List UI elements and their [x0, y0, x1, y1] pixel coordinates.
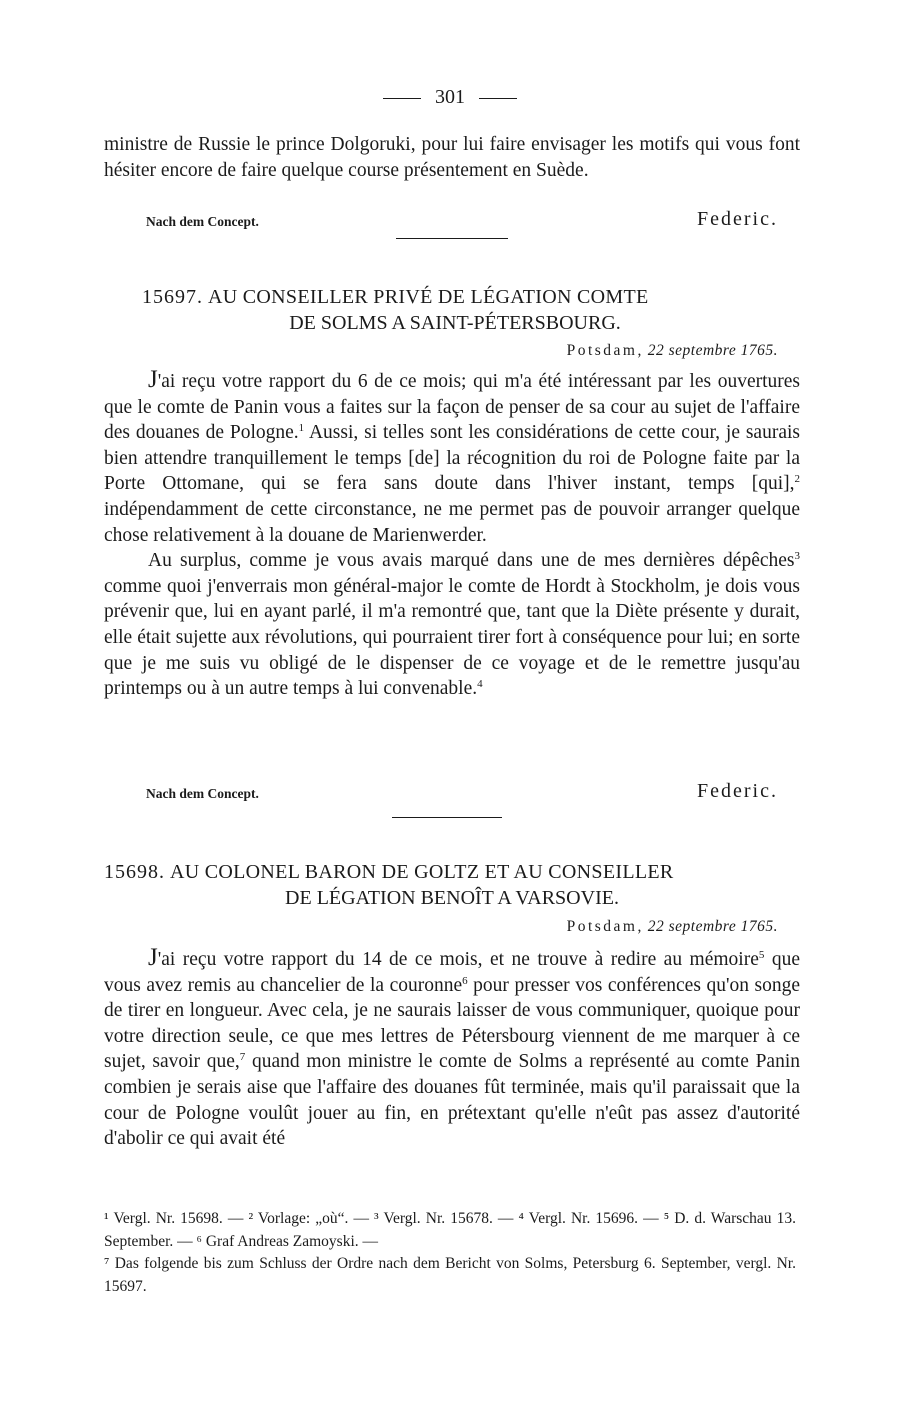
paragraph-text: pour presser vos conférences qu'on songe de tirer en longueur. Avec cela, je ne saurais laisser de vous communiquer, quoique pour votre direction seule, ce que mes lettres de Pétersbourg viennent de me marquer à ce sujet, savoir que,: [104, 974, 800, 1073]
letter-title-line2: DE SOLMS A SAINT-PÉTERSBOURG.: [289, 312, 621, 334]
letter-heading-15697: [142, 284, 768, 336]
paragraph-text: 'ai reçu votre rapport du 14 de ce mois, et ne trouve à redire au mémoire: [157, 949, 759, 970]
footnote-ref: 7: [239, 1051, 246, 1064]
page-number: 301: [435, 86, 465, 108]
dateline-place: Potsdam,: [566, 918, 644, 935]
paragraph-text: indépendamment de cette circonstance, ne me permet pas de pouvoir arranger quelque chose relativement à la douane de Marienwerder.: [104, 498, 800, 546]
letter-title-line1: AU CONSEILLER PRIVÉ DE LÉGATION COMTE: [208, 286, 649, 308]
paragraph-text: Aussi, si telles sont les considérations de cette cour, je saurais bien attendre tranquillement le temps [de] la récognition du roi de Pologne faite par la Porte Ottomane, qui se fera sans doute dans l'hiver instant, temps [qui],: [104, 422, 800, 495]
footnote-ref: 1: [298, 422, 305, 435]
footnote-ref: 4: [477, 678, 483, 691]
footnotes: [104, 1208, 796, 1298]
header-dash-left: [383, 98, 421, 99]
letter-paragraph-1: [104, 367, 800, 548]
footnote-line-1: ¹ Vergl. Nr. 15698. — ² Vorlage: „où“. — ³ Vergl. Nr. 15678. — ⁴ Vergl. Nr. 15696. — ⁵ D. d. Warschau 13. September. — ⁶ Graf Andreas Zamoyski. —: [104, 1210, 796, 1250]
dateline-date: 22 septembre 1765.: [647, 918, 778, 935]
footnote-ref: 5: [758, 949, 765, 961]
footnote-line-2: ⁷ Das folgende bis zum Schluss der Ordre nach dem Bericht von Solms, Petersburg 6. September, vergl. Nr. 15697.: [104, 1255, 796, 1295]
letter-paragraph-1: [104, 945, 800, 1152]
footnote-ref: 2: [794, 473, 800, 486]
page-header: [0, 86, 900, 109]
dateline-15698: [567, 918, 778, 936]
paragraph-text: quand mon ministre le comte de Solms a représenté au comte Panin combien je serais aise que l'affaire des douanes fût terminée, mais qu'il paraissait que la cour de Pologne voulût jouer au fin, en prétextant qu'elle n'eût pas assez d'autorité d'abolir ce qui avait été: [104, 1051, 800, 1150]
dateline-place: Potsdam,: [566, 342, 644, 359]
letter-paragraph-2: [104, 548, 800, 702]
letter-body-15698: [104, 945, 800, 1152]
paragraph-text: comme quoi j'enverrais mon général-major le comte de Hordt à Stockholm, je dois vous prévenir que, lui en ayant parlé, il m'a remontré que, tant que la Diète présente y durait, elle était sujette aux révolutions, qui pourraient tirer fort à conséquence pour lui; en sorte que je me suis vu obligé de le dispenser de ce voyage et de le remettre jusqu'au printemps ou à un autre temps à lui convenable.: [104, 575, 800, 700]
signature: Federic.: [697, 780, 778, 802]
letter-heading-15698: [104, 859, 800, 911]
carryover-paragraph: ministre de Russie le prince Dolgoruki, pour lui faire envisager les motifs qui vous font hésiter encore de faire quelque course présentement en Suède.: [104, 134, 800, 181]
section-divider-1: [396, 238, 508, 239]
dateline-date: 22 septembre 1765.: [647, 342, 778, 359]
section-divider-2: [392, 817, 502, 818]
header-dash-right: [479, 98, 517, 99]
footnote-ref: 3: [794, 550, 800, 563]
paragraph-text: que vous avez remis au chancelier de la couronne: [104, 949, 800, 996]
paragraph-text: Au surplus, comme je vous avais marqué dans une de mes dernières dépêches: [148, 550, 795, 572]
source-note: Nach dem Concept.: [146, 786, 259, 801]
letter-body-15697: [104, 367, 800, 702]
carryover-block: [104, 132, 800, 183]
paragraph-text: 'ai reçu votre rapport du 6 de ce mois; qui m'a été intéressant par les ouvertures que le comte de Panin vous a faites sur la façon de penser de sa cour au sujet de l'affaire des douanes de Pologne.: [104, 371, 800, 444]
footnote-ref: 6: [462, 974, 468, 987]
carryover-signature: Federic.: [697, 208, 778, 230]
dateline-15697: [567, 342, 778, 360]
carryover-source-note: Nach dem Concept.: [146, 214, 259, 229]
letter-number: 15697.: [142, 286, 203, 308]
letter-title-line2: DE LÉGATION BENOÎT A VARSOVIE.: [285, 887, 619, 909]
drop-initial: J: [148, 944, 158, 971]
drop-initial: J: [148, 366, 158, 393]
letter-title-line1: AU COLONEL BARON DE GOLTZ ET AU CONSEILLER: [170, 861, 674, 883]
letter-number: 15698.: [104, 861, 165, 883]
